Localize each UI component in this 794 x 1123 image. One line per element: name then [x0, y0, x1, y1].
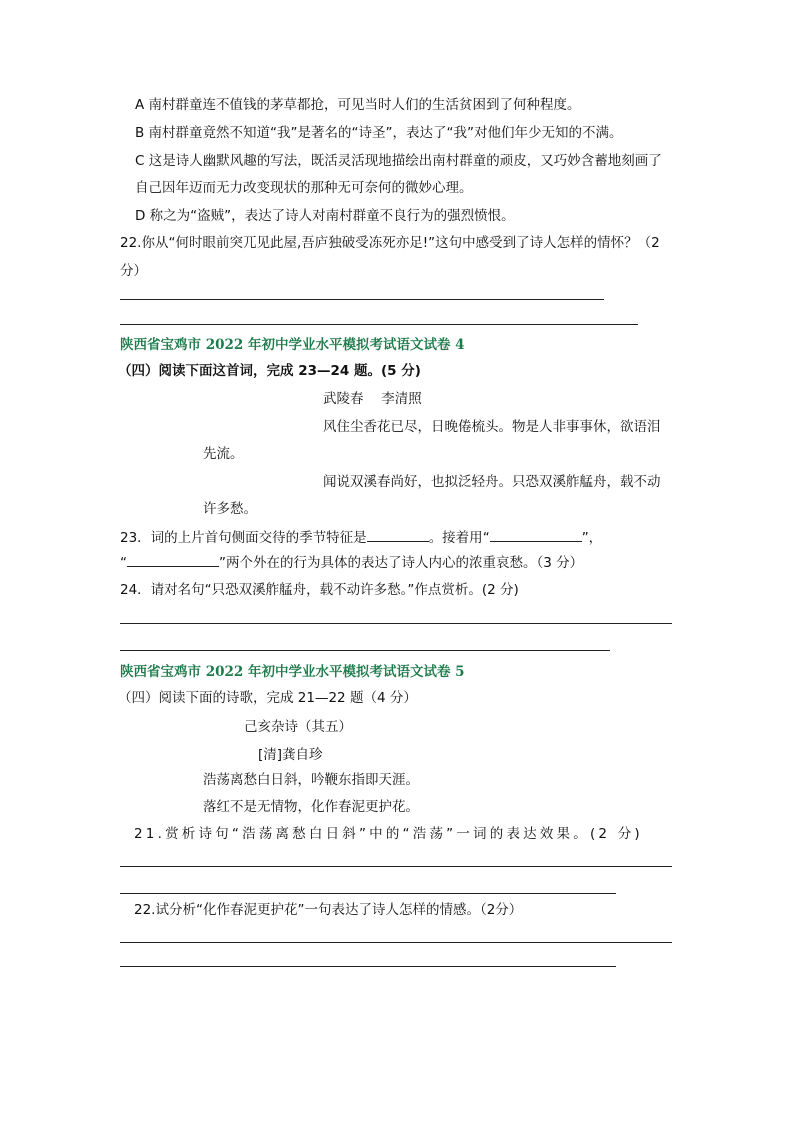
poem-line: 许多愁。 — [203, 501, 257, 517]
fill-blank[interactable] — [127, 552, 219, 567]
poem-author: [清]龚自珍 — [258, 747, 323, 763]
fill-blank[interactable] — [490, 527, 582, 542]
question-22-line2: 分） — [120, 263, 147, 279]
question-23-line1 — [120, 527, 602, 548]
poem-line: 落红不是无情物，化作春泥更护花。 — [203, 799, 419, 815]
answer-line — [120, 942, 672, 943]
poem-line: 浩荡离愁白日斜，吟鞭东指即天涯。 — [203, 772, 419, 788]
section-source-5: 陕西省宝鸡市 2022 年初中学业水平模拟考试语文试卷 5 — [120, 664, 465, 680]
answer-line — [120, 324, 638, 325]
answer-line — [120, 866, 672, 867]
option-c-line1: C 这是诗人幽默风趣的写法，既活灵活现地描绘出南村群童的顽皮，又巧妙含蓄地刻画了 — [135, 153, 662, 169]
question-23-line2 — [120, 552, 583, 573]
poem-title: 己亥杂诗（其五） — [244, 719, 352, 735]
option-c-line2: 自己因年迈而无力改变现状的那种无可奈何的微妙心理。 — [135, 180, 473, 196]
poem-title: 武陵春 李清照 — [323, 391, 422, 407]
poem-line: 先流。 — [203, 446, 244, 462]
fill-blank[interactable] — [367, 527, 429, 542]
answer-line — [120, 893, 616, 894]
poem-line: 闻说双溪春尚好，也拟泛轻舟。只恐双溪舴艋舟，载不动 — [323, 474, 661, 490]
option-a: A 南村群童连不值钱的茅草都抢，可见当时人们的生活贫困到了何种程度。 — [135, 97, 581, 113]
quote-mark: “ — [120, 555, 127, 571]
question-23-text: ”两个外在的行为具体的表达了诗人内心的浓重哀愁。（3 分） — [219, 555, 584, 571]
quote-mark: “ — [482, 530, 490, 546]
section-instruction-4: （四）阅读下面这首词，完成 23—24 题。(5 分) — [118, 363, 421, 379]
question-24: 24．请对名句“只恐双溪舴艋舟，载不动许多愁。”作点赏析。(2 分) — [120, 582, 519, 598]
answer-line — [120, 299, 604, 300]
quote-mark: ”， — [581, 530, 603, 546]
answer-line — [120, 650, 610, 651]
question-22: 22.试分析“化作春泥更护花”一句表达了诗人怎样的情感。（2分） — [134, 902, 523, 918]
question-21: 21.赏析诗句“浩荡离愁白日斜”中的“浩荡”一词的表达效果。(2 分) — [134, 826, 643, 842]
question-23-text: 。接着用 — [428, 530, 483, 546]
poem-line: 风住尘香花已尽，日晚倦梳头。物是人非事事休，欲语泪 — [323, 419, 661, 435]
option-d: D 称之为“盗贼”，表达了诗人对南村群童不良行为的强烈愤恨。 — [135, 208, 515, 224]
answer-line — [120, 966, 616, 967]
section-instruction-5: （四）阅读下面的诗歌，完成 21—22 题（4 分） — [118, 690, 417, 706]
section-source-4: 陕西省宝鸡市 2022 年初中学业水平模拟考试语文试卷 4 — [120, 337, 465, 353]
option-b: B 南村群童竟然不知道“我”是著名的“诗圣”，表达了“我”对他们年少无知的不满。 — [135, 125, 623, 141]
question-22-line1: 22.你从“何时眼前突兀见此屋,吾庐独破受冻死亦足!”这句中感受到了诗人怎样的情怀？（2 — [120, 235, 660, 251]
answer-line — [120, 623, 672, 624]
question-23-text: 23．词的上片首句侧面交待的季节特征是 — [120, 530, 367, 546]
